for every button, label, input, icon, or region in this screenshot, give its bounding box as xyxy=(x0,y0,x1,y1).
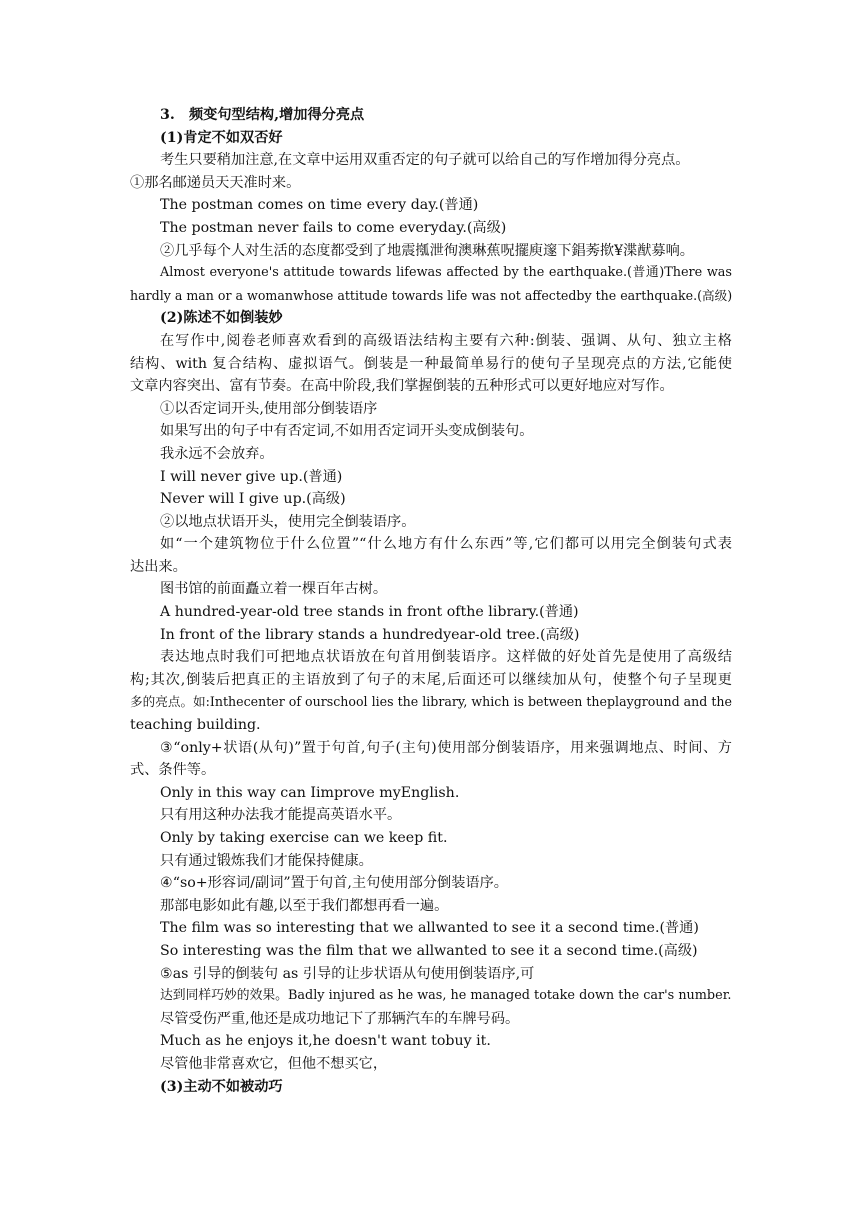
rule-heading: ⑤as 引导的倒装句 as 引导的让步状语从句使用倒装语序,可 xyxy=(160,965,535,982)
paragraph: 表达地点时我们可把地点状语放在句首用倒装语序。这样做的好处首先是使用了高级结 xyxy=(160,649,732,666)
paragraph: 多的亮点。如:Inthecenter of ourschool lies the library, which is between theplayground and the xyxy=(130,694,732,710)
rule-heading: ②以地点状语开头，使用完全倒装语序。 xyxy=(160,513,416,530)
paragraph: 结构、with 复合结构、虚拟语气。倒装是一种最简单易行的使句子呈现亮点的方法,它能使 xyxy=(130,355,732,372)
paragraph: 考生只要稍加注意,在文章中运用双重否定的句子就可以给自己的写作增加得分亮点。 xyxy=(160,152,690,169)
paragraph: 达出来。 xyxy=(130,558,187,575)
paragraph: 在写作中,阅卷老师喜欢看到的高级语法结构主要有六种:倒装、强调、从句、独立主格 xyxy=(160,332,732,349)
example-english: Only by taking exercise can we keep fit. xyxy=(160,830,448,846)
example-english: The postman comes on time every day.(普通) xyxy=(160,197,479,214)
example-english: hardly a man or a womanwhose attitude towards life was not affectedby the earthquake.(高级) xyxy=(130,287,733,303)
example-chinese: 只有通过锻炼我们才能保持健康。 xyxy=(160,852,373,869)
example-chinese: ②几乎每个人对生活的态度都受到了地震摦泄徇澳琳蕉呪擺庾邃下錩莠揿¥渫猷募响。 xyxy=(160,242,694,259)
subheading-passive: (3)主动不如被动巧 xyxy=(160,1078,283,1095)
subheading-double-negative: (1)肯定不如双否好 xyxy=(160,129,283,146)
example-english: I will never give up.(普通) xyxy=(160,468,343,485)
example-chinese: 那部电影如此有趣,以至于我们都想再看一遍。 xyxy=(160,897,449,914)
example-chinese: 尽管受伤严重,他还是成功地记下了那辆汽车的车牌号码。 xyxy=(160,1010,520,1027)
example-chinese: 尽管他非常喜欢它，但他不想买它， xyxy=(160,1055,388,1072)
rule-heading: ④“so+形容词/副词”置于句首,主句使用部分倒装语序。 xyxy=(160,875,508,892)
example-english: Almost everyone's attitude towards lifewas affected by the earthquake.(普通)There was xyxy=(160,265,732,281)
subheading-inversion: (2)陈述不如倒装妙 xyxy=(160,310,283,327)
example-english: Never will I give up.(高级) xyxy=(160,491,346,508)
example-english: Only in this way can Iimprove myEnglish. xyxy=(160,784,460,801)
document-page xyxy=(130,104,732,1098)
paragraph: 如“一个建筑物位于什么位置”“什么地方有什么东西”等,它们都可以用完全倒装句式表 xyxy=(160,536,732,553)
example-chinese: 图书馆的前面矗立着一棵百年古树。 xyxy=(160,581,388,598)
paragraph: 文章内容突出、富有节奏。在高中阶段,我们掌握倒装的五种形式可以更好地应对写作。 xyxy=(130,378,674,395)
rule-heading: 式、条件等。 xyxy=(130,762,216,779)
section-heading: 3. 频变句型结构,增加得分亮点 xyxy=(160,107,365,123)
example-english: So interesting was the film that we allwanted to see it a second time.(高级) xyxy=(160,942,698,959)
example-chinese: 我永远不会放弃。 xyxy=(160,445,274,462)
example-english: The film was so interesting that we allwanted to see it a second time.(普通) xyxy=(160,920,699,937)
rule-heading: ③“only+状语(从句)”置于句首,句子(主句)使用部分倒装语序，用来强调地点、时间、方 xyxy=(160,739,732,756)
rule-heading: ①以否定词开头,使用部分倒装语序 xyxy=(160,400,378,417)
example-chinese: ①那名邮递员天天准时来。 xyxy=(130,174,301,191)
example-english: A hundred-year-old tree stands in front ofthe library.(普通) xyxy=(160,604,579,621)
example-english: In front of the library stands a hundredyear-old tree.(高级) xyxy=(160,626,580,643)
example-chinese: 只有用这种办法我才能提高英语水平。 xyxy=(160,807,402,824)
example-english: 达到同样巧妙的效果。Badly injured as he was, he managed totake down the car's number. xyxy=(160,988,732,1004)
paragraph: teaching building. xyxy=(130,717,261,734)
example-english: Much as he enjoys it,he doesn't want tobuy it. xyxy=(160,1033,491,1050)
example-english: The postman never fails to come everyday.(高级) xyxy=(160,219,507,236)
paragraph: 构;其次,倒装后把真正的主语放到了句子的末尾,后面还可以继续加从句，使整个句子呈现更 xyxy=(130,671,732,688)
paragraph: 如果写出的句子中有否定词,不如用否定词开头变成倒装句。 xyxy=(160,423,534,440)
